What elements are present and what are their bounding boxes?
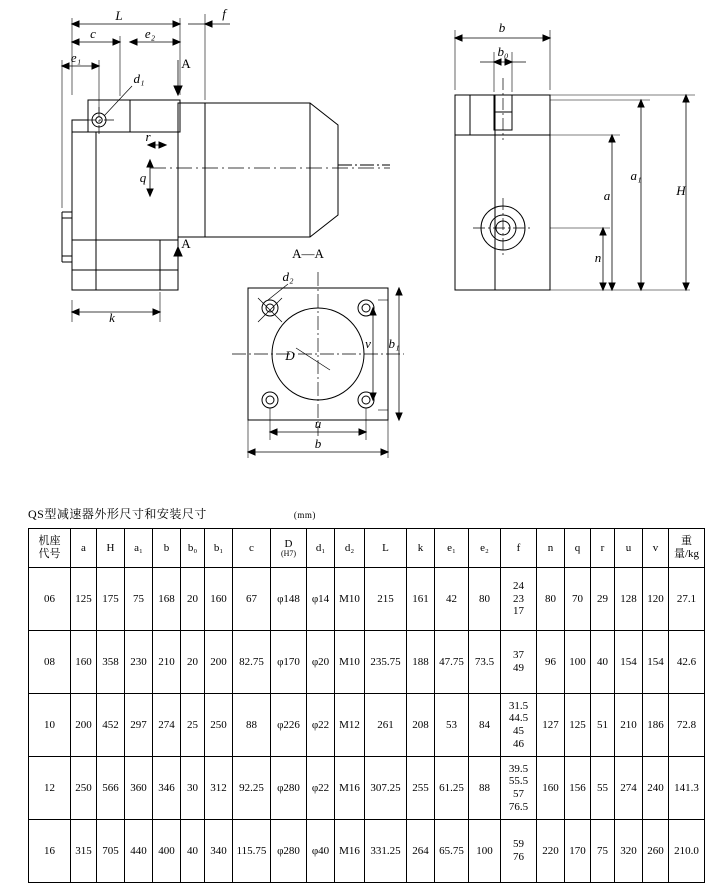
label-b0: b₀ [497,44,509,59]
cell-f: 39.5 55.5 57 76.5 [501,757,537,820]
label-b-top: b [498,20,506,35]
th-u: u [615,529,643,568]
label-k: k [109,310,115,325]
cell-d1: φ40 [307,820,335,883]
th-weight: 重 量/kg [669,529,705,568]
label-d2: d₂ [282,269,294,284]
table-row [29,631,705,694]
th-n: n [537,529,565,568]
cell-f: 37 49 [501,631,537,694]
cell-H: 452 [97,694,125,757]
cell-r: 29 [591,568,615,631]
cell-n: 160 [537,757,565,820]
cell-H: 358 [97,631,125,694]
cell-model: 06 [29,568,71,631]
cell-v: 260 [643,820,669,883]
cell-r: 75 [591,820,615,883]
label-d1: d₁ [133,71,145,86]
cell-D: φ280 [271,820,307,883]
table-caption-text: QS型减速器外形尺寸和安装尺寸 [28,507,207,521]
cell-e2: 80 [469,568,501,631]
cell-n: 127 [537,694,565,757]
th-q: q [565,529,591,568]
cell-v: 240 [643,757,669,820]
th-b: b [153,529,181,568]
cell-weight: 72.8 [669,694,705,757]
cell-L: 235.75 [365,631,407,694]
th-c: c [233,529,271,568]
cell-e1: 53 [435,694,469,757]
dimension-table [28,528,705,883]
cell-D: φ148 [271,568,307,631]
cell-L: 331.25 [365,820,407,883]
cell-n: 80 [537,568,565,631]
th-a1: a₁ [125,529,153,568]
cell-b: 346 [153,757,181,820]
cell-b1: 160 [205,568,233,631]
cell-e2: 84 [469,694,501,757]
label-e1: e₁ [70,50,82,65]
label-u: u [314,416,322,431]
cell-d2: M16 [335,820,365,883]
label-b1: b₁ [388,336,400,351]
cell-L: 215 [365,568,407,631]
cell-model: 08 [29,631,71,694]
th-r: r [591,529,615,568]
cell-k: 264 [407,820,435,883]
cell-u: 210 [615,694,643,757]
th-H: H [97,529,125,568]
table-row [29,694,705,757]
cell-model: 10 [29,694,71,757]
label-f: f [222,6,226,21]
cell-r: 55 [591,757,615,820]
cell-c: 67 [233,568,271,631]
th-e1: e₁ [435,529,469,568]
cell-v: 120 [643,568,669,631]
table-row [29,820,705,883]
cell-q: 156 [565,757,591,820]
cell-v: 186 [643,694,669,757]
label-a1: a₁ [630,168,642,183]
cell-d1: φ20 [307,631,335,694]
cell-e2: 73.5 [469,631,501,694]
label-c: c [90,26,96,41]
label-q: q [139,170,147,185]
cell-d2: M10 [335,568,365,631]
cell-b0: 20 [181,568,205,631]
cell-b0: 30 [181,757,205,820]
table-body [29,568,705,883]
cell-L: 307.25 [365,757,407,820]
cell-n: 96 [537,631,565,694]
cell-f: 24 23 17 [501,568,537,631]
cell-q: 100 [565,631,591,694]
label-section-title: A—A [292,246,324,261]
cell-a1: 230 [125,631,153,694]
cell-c: 88 [233,694,271,757]
label-section-A-bottom: A [181,236,191,251]
th-b0: b₀ [181,529,205,568]
cell-D: φ280 [271,757,307,820]
cell-u: 320 [615,820,643,883]
cell-a: 315 [71,820,97,883]
table-caption [28,505,688,522]
th-a: a [71,529,97,568]
cell-k: 255 [407,757,435,820]
cell-f: 31.5 44.5 45 46 [501,694,537,757]
label-b-bottom: b [314,436,322,451]
cell-d1: φ22 [307,694,335,757]
cell-D: φ226 [271,694,307,757]
th-b1: b₁ [205,529,233,568]
cell-a: 125 [71,568,97,631]
cell-e1: 65.75 [435,820,469,883]
cell-a: 250 [71,757,97,820]
cell-k: 188 [407,631,435,694]
cell-d1: φ14 [307,568,335,631]
th-f: f [501,529,537,568]
th-v: v [643,529,669,568]
cell-model: 12 [29,757,71,820]
label-v: v [365,336,371,351]
th-d2: d₂ [335,529,365,568]
cell-c: 92.25 [233,757,271,820]
table-row [29,757,705,820]
th-model: 机座 代号 [29,529,71,568]
cell-b0: 20 [181,631,205,694]
cell-k: 208 [407,694,435,757]
cell-D: φ170 [271,631,307,694]
dimension-table-section [28,505,700,883]
cell-q: 125 [565,694,591,757]
th-k: k [407,529,435,568]
cell-n: 220 [537,820,565,883]
th-e2: e₂ [469,529,501,568]
label-r: r [145,129,151,144]
cell-u: 154 [615,631,643,694]
cell-b: 168 [153,568,181,631]
label-D: D [285,348,295,363]
cell-u: 274 [615,757,643,820]
cell-b1: 340 [205,820,233,883]
label-section-A-top: A [181,56,191,71]
cell-a1: 440 [125,820,153,883]
th-L: L [365,529,407,568]
th-D: D (H7) [271,529,307,568]
cell-e2: 88 [469,757,501,820]
cell-weight: 210.0 [669,820,705,883]
cell-L: 261 [365,694,407,757]
table-row [29,568,705,631]
cell-a: 160 [71,631,97,694]
cell-H: 705 [97,820,125,883]
cell-a: 200 [71,694,97,757]
cell-b0: 40 [181,820,205,883]
cell-H: 175 [97,568,125,631]
table-caption-unit: (mm) [293,510,316,520]
cell-q: 170 [565,820,591,883]
cell-a1: 360 [125,757,153,820]
cell-H: 566 [97,757,125,820]
cell-r: 51 [591,694,615,757]
cell-e1: 47.75 [435,631,469,694]
cell-r: 40 [591,631,615,694]
cell-d2: M12 [335,694,365,757]
label-L: L [115,8,123,23]
cell-weight: 42.6 [669,631,705,694]
label-a: a [603,188,611,203]
cell-f: 59 76 [501,820,537,883]
cell-weight: 27.1 [669,568,705,631]
cell-model: 16 [29,820,71,883]
cell-b1: 250 [205,694,233,757]
cell-v: 154 [643,631,669,694]
cell-q: 70 [565,568,591,631]
cell-c: 115.75 [233,820,271,883]
cell-b1: 200 [205,631,233,694]
cell-e1: 42 [435,568,469,631]
cell-b0: 25 [181,694,205,757]
cell-d2: M16 [335,757,365,820]
label-e2: e₂ [144,26,156,41]
cell-b: 210 [153,631,181,694]
cell-u: 128 [615,568,643,631]
cell-a1: 75 [125,568,153,631]
cell-d2: M10 [335,631,365,694]
table-header-row [29,529,705,568]
th-d1: d₁ [307,529,335,568]
cell-e2: 100 [469,820,501,883]
cell-a1: 297 [125,694,153,757]
cell-k: 161 [407,568,435,631]
cell-b: 274 [153,694,181,757]
cell-e1: 61.25 [435,757,469,820]
cell-c: 82.75 [233,631,271,694]
cell-b1: 312 [205,757,233,820]
label-n: n [594,250,602,265]
cell-b: 400 [153,820,181,883]
cell-weight: 141.3 [669,757,705,820]
cell-d1: φ22 [307,757,335,820]
label-H: H [676,183,686,198]
